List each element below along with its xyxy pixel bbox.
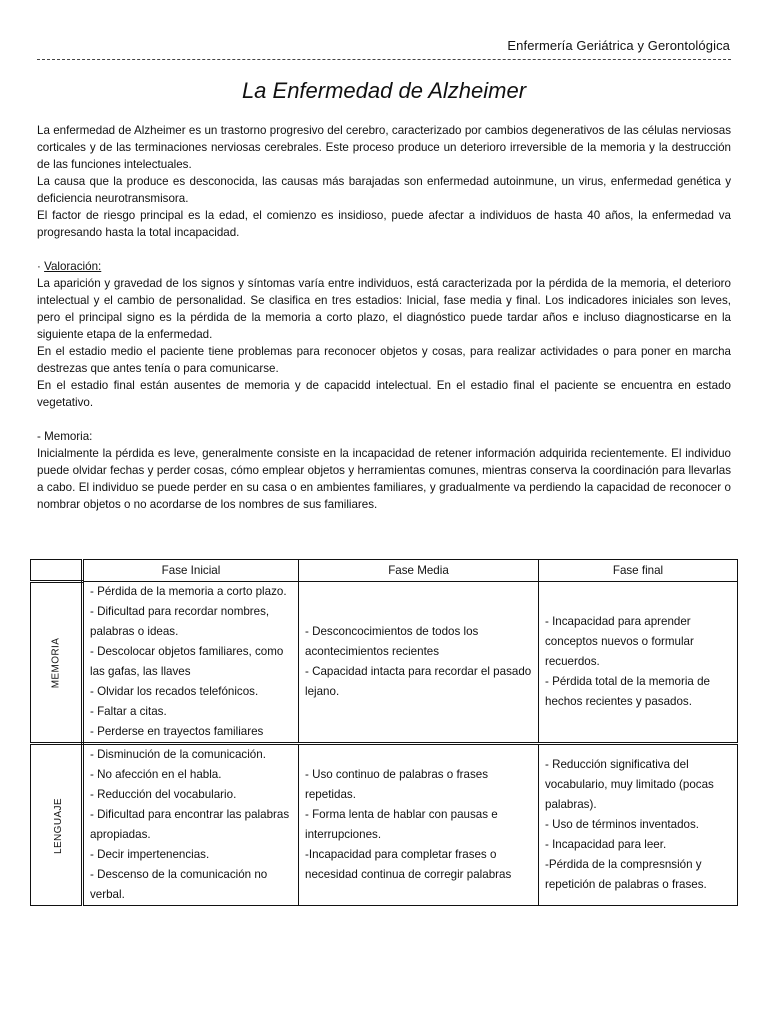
cell-memoria-final	[539, 582, 738, 744]
intro-paragraph: La enfermedad de Alzheimer es un trastorno progresivo del cerebro, caracterizado por cambios degenerativos de las células nerviosas corticales y de las terminaciones nerviosas cerebrales. Este proceso produce un deterioro irreversible de la memoria y la destrucción de las funciones intelectuales.	[37, 124, 731, 171]
list-item: -Pérdida de la compresnsión y repetición de palabras o frases.	[545, 858, 707, 891]
column-header: Fase final	[539, 560, 738, 582]
cell-memoria-media	[299, 582, 539, 744]
cell-lenguaje-final	[539, 744, 738, 906]
list-item: - No afección en el habla.	[90, 768, 222, 781]
cell-lenguaje-inicial	[83, 744, 299, 906]
list-item: - Uso de términos inventados.	[545, 818, 700, 831]
valoracion-paragraph: En el estadio final están ausentes de memoria y de capacidd intelectual. En el estadio final el paciente se encuentra en estado vegetativo.	[37, 379, 731, 409]
list-item: - Perderse en trayectos familiares	[90, 725, 264, 738]
document-title: La Enfermedad de Alzheimer	[241, 78, 527, 103]
column-header: Fase Inicial	[83, 560, 299, 582]
list-item: -Incapacidad para completar frases o necesidad continua de corregir palabras	[305, 848, 512, 881]
stages-table	[30, 559, 738, 906]
list-item: - Decir impertenencias.	[90, 848, 210, 861]
list-item: - Uso continuo de palabras o frases repetidas.	[305, 768, 489, 801]
list-item: - Reducción del vocabulario.	[90, 788, 237, 801]
table-header-row	[31, 560, 738, 582]
row-label-text: LENGUAJE	[53, 797, 64, 854]
table-corner-cell	[31, 560, 83, 582]
list-item: - Reducción significativa del vocabulario, muy limitado (pocas palabras).	[545, 758, 714, 811]
section-heading-valoracion	[37, 258, 731, 275]
heading-bullet: ·	[37, 260, 45, 273]
column-header: Fase Media	[299, 560, 539, 582]
list-item: - Forma lenta de hablar con pausas e interrupciones.	[305, 808, 498, 841]
cell-lenguaje-media	[299, 744, 539, 906]
body-text	[37, 122, 731, 513]
cell-memoria-inicial	[83, 582, 299, 744]
memoria-paragraph: Inicialmente la pérdida es leve, generalmente consiste en la incapacidad de retener información adquirida recientemente. El individuo puede olvidar fechas y perder cosas, cómo emplear objetos y herramientas comunes, mientras conserva la coordinación para llevarlas a cabo. El individuo se puede perder en su casa o en ambientes familiares, y gradualmente va perdiendo la capacidad de reconocer o nombrar objetos o no acordarse de los nombres de sus familiares.	[37, 447, 731, 511]
header-divider	[37, 59, 731, 60]
list-item: - Dificultad para encontrar las palabras apropiadas.	[90, 808, 290, 841]
list-item: - Faltar a citas.	[90, 705, 167, 718]
list-item: - Disminución de la comunicación.	[90, 748, 266, 761]
valoracion-paragraph: La aparición y gravedad de los signos y síntomas varía entre individuos, está caracterizada por la pérdida de la memoria, el deterioro intelectual y el cambio de personalidad. Se clasifica en tres estadios: Inicial, fase media y final. Los indicadores iniciales son leves, pero el principal signo es la pérdida de la memoria a corto plazo, el diagnóstico puede tardar años e incluso diagnosticarse en la siguiente etapa de la enfermedad.	[37, 277, 731, 341]
running-header: Enfermería Geriátrica y Gerontológica	[507, 38, 730, 53]
list-item: - Pérdida de la memoria a corto plazo.	[90, 585, 287, 598]
intro-paragraph: La causa que la produce es desconocida, las causas más barajadas son enfermedad autoinmune, un virus, enfermedad genética y deficiencia neurotransmisora.	[37, 175, 731, 205]
row-label-lenguaje	[31, 744, 83, 906]
list-item: - Dificultad para recordar nombres, palabras o ideas.	[90, 605, 270, 638]
heading-label: Valoración:	[44, 260, 102, 273]
list-item: - Descenso de la comunicación no verbal.	[90, 868, 268, 901]
list-item: - Incapacidad para aprender conceptos nuevos o formular recuerdos.	[545, 615, 694, 668]
list-item: - Capacidad intacta para recordar el pasado lejano.	[305, 665, 532, 698]
list-item: - Olvidar los recados telefónicos.	[90, 685, 259, 698]
list-item: - Descolocar objetos familiares, como las gafas, las llaves	[90, 645, 284, 678]
table-row-lenguaje	[31, 744, 738, 906]
section-heading-memoria: - Memoria:	[37, 430, 93, 443]
table-row-memoria	[31, 582, 738, 744]
row-label-text: MEMORIA	[50, 637, 62, 689]
row-label-memoria	[31, 582, 83, 744]
list-item: - Desconcocimientos de todos los acontecimientos recientes	[305, 625, 479, 658]
intro-paragraph: El factor de riesgo principal es la edad, el comienzo es insidioso, puede afectar a individuos de hasta 40 años, la enfermedad va progresando hasta la total incapacidad.	[37, 209, 731, 239]
list-item: - Incapacidad para leer.	[545, 838, 667, 851]
valoracion-paragraph: En el estadio medio el paciente tiene problemas para reconocer objetos y cosas, para realizar actividades o para poner en marcha destrezas que antes tenía o para comunicarse.	[37, 345, 731, 375]
list-item: - Pérdida total de la memoria de hechos recientes y pasados.	[545, 675, 710, 708]
